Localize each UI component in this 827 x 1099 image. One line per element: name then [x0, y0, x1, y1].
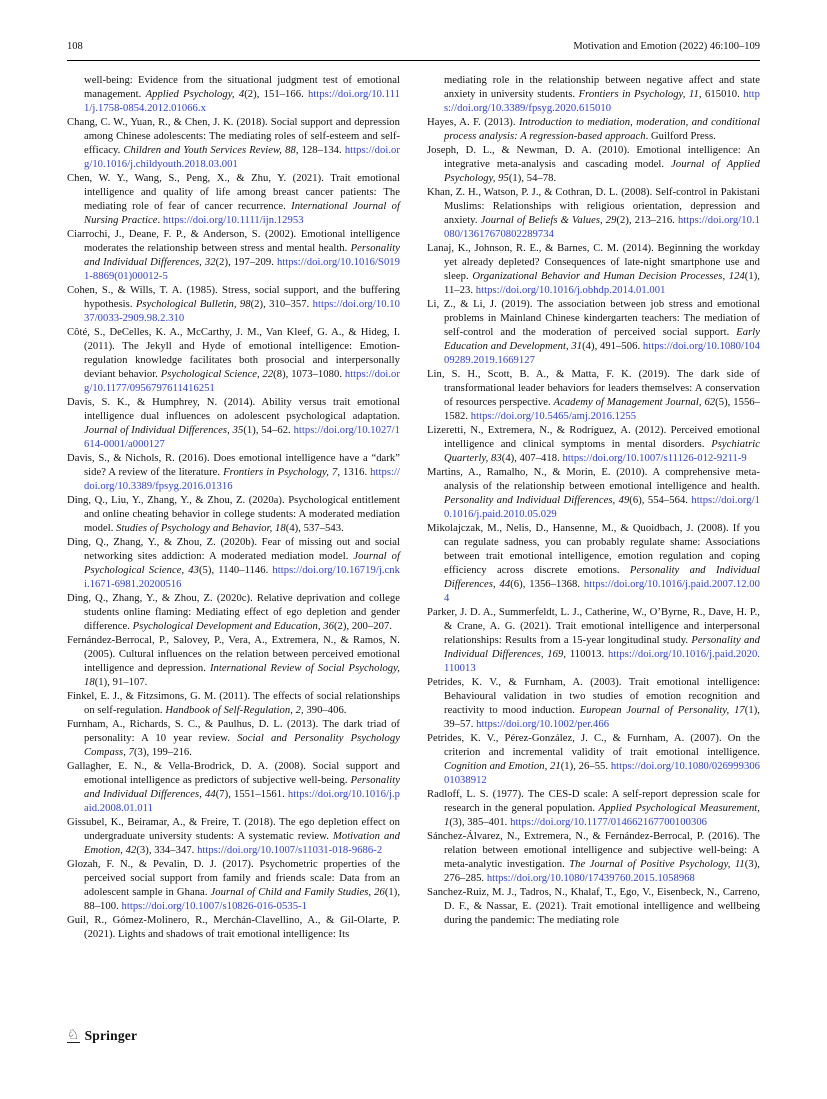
reference-text: (6), 1356–1368. [510, 579, 584, 590]
reference-text: (7), 1551–1561. [215, 789, 288, 800]
reference-text: (2), 200–207. [333, 621, 392, 632]
reference-text: mediating role in the relationship between negative affect and state anxiety in university students. [444, 75, 760, 100]
doi-link[interactable]: https://doi.org/10.1080/17439760.2015.1058968 [486, 873, 695, 884]
reference-text: Chen, W. Y., Wang, S., Peng, X., & Zhu, Y. (2021). Trait emotional intelligence and quality of life among breast cancer patients: The mediating role of fear of cancer recurrence. [67, 173, 400, 212]
reference-text: (3), 334–347. [136, 845, 198, 856]
reference-text: (5), 1556–1582. [444, 397, 760, 422]
reference-entry [427, 830, 760, 886]
journal-title: Psychiatric Quarterly, 83 [444, 439, 760, 464]
reference-entry [427, 424, 760, 466]
reference-entry [427, 116, 760, 144]
reference-text: (2), 213–216. [616, 215, 678, 226]
references-column-left [67, 74, 400, 942]
reference-entry [427, 186, 760, 242]
journal-title: Journal of Psychological Science, 43 [84, 551, 400, 576]
reference-text: . [157, 215, 163, 226]
reference-text: Cohen, S., & Wills, T. A. (1985). Stress, social support, and the buffering hypothesis. [67, 285, 400, 310]
doi-link[interactable]: https://doi.org/10.1016/S0191-8869(01)00012-5 [84, 257, 400, 282]
journal-title: Frontiers in Psychology, 11 [578, 89, 699, 100]
reference-text: Sánchez-Álvarez, N., Extremera, N., & Fernández-Berrocal, P. (2016). The relation between emotional intelligence and subjective well-being: A meta-analytic investigation. [427, 831, 760, 870]
reference-entry [67, 592, 400, 634]
reference-entry [67, 690, 400, 718]
reference-entry [67, 536, 400, 592]
reference-text: Glozah, F. N., & Pevalin, D. J. (2017). Psychometric properties of the perceived social support from family and friends scale: Data from an adolescent sample in Ghana. [67, 859, 400, 898]
journal-title: Handbook of Self-Regulation, 2 [165, 705, 301, 716]
reference-text: Martins, A., Ramalho, N., & Morin, E. (2010). A comprehensive meta-analysis of the relationship between emotional intelligence and health. [427, 467, 760, 492]
reference-text: (2), 197–209. [215, 257, 277, 268]
journal-title: Organizational Behavior and Human Decision Processes, 124 [472, 271, 745, 282]
journal-title: Journal of Child and Family Studies, 26 [210, 887, 385, 898]
reference-text: (1), 39–57. [444, 705, 760, 730]
reference-entry [67, 284, 400, 326]
reference-text: , 390–406. [300, 705, 347, 716]
doi-link[interactable]: https://doi.org/10.3389/fpsyg.2016.01316 [84, 467, 400, 492]
journal-title: Journal of Applied Psychology, 95 [444, 159, 760, 184]
reference-text: Davis, S. K., & Humphrey, N. (2014). Ability versus trait emotional intelligence dual influences on adolescent psychological adaptation. [67, 397, 400, 422]
reference-text: Joseph, D. L., & Newman, D. A. (2010). Emotional intelligence: An integrative meta-analysis and cascading model. [427, 145, 760, 170]
reference-text: well-being: Evidence from the situational judgment test of emotional management. [84, 75, 400, 100]
reference-entry [427, 606, 760, 676]
journal-title: Personality and Individual Differences, 44 [84, 775, 400, 800]
reference-entry [67, 494, 400, 536]
journal-title: The Journal of Positive Psychology, 11 [569, 859, 745, 870]
reference-text: Furnham, A., Richards, S. C., & Paulhus, D. L. (2013). The dark triad of personality: A 10 year review. [67, 719, 400, 744]
reference-text: Khan, Z. H., Watson, P. J., & Cothran, D. L. (2008). Self-control in Pakistani Muslims: Relationships with religious orientation, depression and anxiety. [427, 187, 760, 226]
doi-link[interactable]: https://doi.org/10.5465/amj.2016.1255 [470, 411, 637, 422]
reference-text: (2), 151–166. [244, 89, 309, 100]
doi-link[interactable]: https://doi.org/10.1080/13617670802289734 [444, 215, 760, 240]
references-column-right [427, 74, 760, 942]
journal-title: Early Education and Development, 31 [444, 327, 760, 352]
journal-title: International Review of Social Psychology, 18 [84, 663, 400, 688]
reference-text: Petrides, K. V., & Furnham, A. (2003). Trait emotional intelligence: Behavioural validation in two studies of emotion recognition and reactivity to mood induction. [427, 677, 760, 716]
reference-text: (5), 1140–1146. [198, 565, 273, 576]
publisher-name: Springer [84, 1028, 138, 1043]
doi-link[interactable]: https://doi.org/10.1016/j.obhdp.2014.01.001 [475, 285, 666, 296]
reference-text: Chang, C. W., Yuan, R., & Chen, J. K. (2018). Social support and depression among Chinese adolescents: The mediating roles of self-esteem and self-efficacy. [67, 117, 400, 156]
reference-text: (1), 11–23. [444, 271, 760, 296]
doi-link[interactable]: https://doi.org/10.1027/1614-0001/a000127 [84, 425, 400, 450]
doi-link[interactable]: https://doi.org/10.1007/s10826-016-0535-1 [121, 901, 307, 912]
reference-text: Lin, S. H., Scott, B. A., & Matta, F. K. (2019). The dark side of transformational leader behaviors for leaders themselves: A conservation of resources perspective. [427, 369, 760, 408]
reference-entry [427, 298, 760, 368]
doi-link[interactable]: https://doi.org/10.1007/s11031-018-9686-2 [197, 845, 383, 856]
reference-text: Ding, Q., Zhang, Y., & Zhou, Z. (2020c). Relative deprivation and college students online flaming: Mediating effect of ego depletion and gender difference. [67, 593, 400, 632]
reference-text: Mikolajczak, M., Nelis, D., Hansenne, M., & Quoidbach, J. (2008). If you can regulate sadness, you can probably regulate shame: Associations between trait emotional intelligence, emotion regulation and coping efficiency across discrete emotions. [427, 523, 760, 576]
reference-entry [67, 396, 400, 452]
reference-text: Côté, S., DeCelles, K. A., McCarthy, J. M., Van Kleef, G. A., & Hideg, I. (2011). The Jekyll and Hyde of emotional intelligence: Emotion-regulation knowledge facilitates both prosocial and interpersonally deviant behavior. [67, 327, 400, 380]
reference-text: Ding, Q., Liu, Y., Zhang, Y., & Zhou, Z. (2020a). Psychological entitlement and online cheating behavior in college students: A moderated mediation model. [67, 495, 400, 534]
journal-title: Personality and Individual Differences, 32 [84, 243, 400, 268]
reference-text: . Guilford Press. [645, 131, 716, 142]
doi-link[interactable]: https://doi.org/10.1177/014662167700100306 [510, 817, 708, 828]
reference-text: (1), 91–107. [94, 677, 148, 688]
reference-entry [427, 466, 760, 522]
journal-title: Children and Youth Services Review, 88 [123, 145, 296, 156]
journal-title: Cognition and Emotion, 21 [444, 761, 561, 772]
reference-entry [67, 760, 400, 816]
reference-text: Gissubel, K., Beiramar, A., & Freire, T. (2018). The ego depletion effect on undergraduate university students: A systematic review. [67, 817, 400, 842]
reference-text: Lanaj, K., Johnson, R. E., & Barnes, C. M. (2014). Beginning the workday yet already depleted? Consequences of late-night smartphone use and sleep. [427, 243, 760, 282]
reference-text: (4), 407–418. [501, 453, 563, 464]
reference-text: , 128–134. [295, 145, 345, 156]
doi-link[interactable]: https://doi.org/10.1007/s11126-012-9211-9 [562, 453, 747, 464]
reference-text: Gallagher, E. N., & Vella-Brodrick, D. A. (2008). Social support and emotional intelligence as predictors of subjective well-being. [67, 761, 400, 786]
reference-entry [67, 326, 400, 396]
reference-entry [427, 522, 760, 606]
reference-entry [427, 676, 760, 732]
doi-link[interactable]: https://doi.org/10.1016/j.paid.2008.01.011 [84, 789, 400, 814]
reference-text: , 1316. [337, 467, 371, 478]
reference-text: Li, Z., & Li, J. (2019). The association between job stress and emotional problems in Mainland Chinese kindergarten teachers: The mediation of self-control and the moderation of perceived social support. [427, 299, 760, 338]
doi-link[interactable]: https://doi.org/10.1177/0956797611416251 [84, 369, 400, 394]
reference-text: Guil, R., Gómez-Molinero, R., Merchán-Clavellino, A., & Gil-Olarte, P. (2021). Lights and shadows of trait emotional intelligence: Its [67, 915, 400, 940]
journal-title: Journal of Individual Differences, 35 [84, 425, 244, 436]
journal-title: European Journal of Personality, 17 [579, 705, 745, 716]
reference-text: Ciarrochi, J., Deane, F. P., & Anderson, S. (2002). Emotional intelligence moderates the relationship between stress and mental health. [67, 229, 400, 254]
reference-text: (1), 54–62. [243, 425, 294, 436]
doi-link[interactable]: https://doi.org/10.1037/0033-2909.98.2.310 [84, 299, 400, 324]
reference-entry [67, 858, 400, 914]
reference-entry [67, 74, 400, 116]
journal-title: Applied Psychology, 4 [145, 89, 245, 100]
reference-entry [67, 452, 400, 494]
reference-entry [427, 732, 760, 788]
reference-text: (4), 491–506. [582, 341, 643, 352]
journal-title: Psychological Development and Education, 36 [132, 621, 334, 632]
doi-link[interactable]: https://doi.org/10.1016/j.paid.2020.110013 [444, 649, 761, 674]
reference-entry [67, 228, 400, 284]
doi-link[interactable]: https://doi.org/10.1002/per.466 [476, 719, 610, 730]
reference-entry [427, 368, 760, 424]
reference-entry [67, 816, 400, 858]
reference-text: Hayes, A. F. (2013). [427, 117, 519, 128]
doi-link[interactable]: https://doi.org/10.1111/j.1758-0854.2012.01066.x [84, 89, 400, 114]
reference-text: Davis, S., & Nichols, R. (2016). Does emotional intelligence have a “dark” side? A review of the literature. [67, 453, 400, 478]
page-number: 108 [67, 41, 83, 52]
reference-text: (1), 88–100. [84, 887, 401, 912]
reference-text: Radloff, L. S. (1977). The CES-D scale: A self-report depression scale for research in the general population. [427, 789, 760, 814]
reference-text: Sanchez-Ruiz, M. J., Tadros, N., Khalaf, T., Ego, V., Eisenbeck, N., Carreno, D. F., & Nassar, E. (2021). Trait emotional intelligence and wellbeing during the pandemic: The mediating role [427, 887, 760, 926]
reference-entry [67, 116, 400, 172]
journal-title: Motivation and Emotion, 42 [84, 831, 401, 856]
doi-link[interactable]: https://doi.org/10.1080/10409289.2019.1669127 [444, 341, 760, 366]
doi-link[interactable]: https://doi.org/10.3389/fpsyg.2020.615010 [444, 89, 760, 114]
reference-text: , 615010. [698, 89, 744, 100]
reference-text: (4), 537–543. [285, 523, 344, 534]
journal-title: Psychological Science, 22 [160, 369, 274, 380]
journal-title: Personality and Individual Differences, 169 [444, 635, 760, 660]
journal-title: Psychological Bulletin, 98 [135, 299, 251, 310]
doi-link[interactable]: https://doi.org/10.16719/j.cnki.1671-6981.20200516 [84, 565, 400, 590]
journal-title: Studies of Psychology and Behavior, 18 [116, 523, 286, 534]
reference-text: (8), 1073–1080. [273, 369, 345, 380]
reference-entry [427, 144, 760, 186]
doi-link[interactable]: https://doi.org/10.1016/j.childyouth.2018.03.001 [84, 145, 400, 170]
reference-text: (3), 385–401. [449, 817, 511, 828]
reference-entry [67, 634, 400, 690]
journal-title: Introduction to mediation, moderation, and conditional process analysis: A regression-based approach [444, 117, 760, 142]
reference-text: (6), 554–564. [629, 495, 692, 506]
reference-entry [67, 172, 400, 228]
reference-text: (3), 276–285. [444, 859, 760, 884]
reference-text: Lizeretti, N., Extremera, N., & Rodríguez, A. (2012). Perceived emotional intelligence and clinical symptoms in mental disorders. [427, 425, 760, 450]
journal-title: Journal of Beliefs & Values, 29 [480, 215, 617, 226]
doi-link[interactable]: https://doi.org/10.1016/j.paid.2010.05.029 [444, 495, 760, 520]
reference-text: (2), 310–357. [250, 299, 313, 310]
journal-title: Frontiers in Psychology, 7 [223, 467, 338, 478]
reference-text: Finkel, E. J., & Fitzsimons, G. M. (2011). The effects of social relationships on self-regulation. [67, 691, 400, 716]
references-section [67, 74, 760, 942]
springer-knight-icon: ♘ [67, 1026, 80, 1043]
journal-citation: Motivation and Emotion (2022) 46:100–109 [573, 41, 760, 52]
reference-text: (3), 199–216. [133, 747, 192, 758]
page-header [67, 0, 760, 61]
reference-text: Petrides, K. V., Pérez-González, J. C., & Furnham, A. (2007). On the criterion and incremental validity of trait emotional intelligence. [427, 733, 760, 758]
reference-entry [427, 886, 760, 928]
doi-link[interactable]: https://doi.org/10.1016/j.paid.2007.12.004 [444, 579, 760, 604]
reference-entry [67, 718, 400, 760]
reference-entry [427, 788, 760, 830]
journal-title: Academy of Management Journal, 62 [553, 397, 716, 408]
doi-link[interactable]: https://doi.org/10.1111/ijn.12953 [162, 215, 304, 226]
reference-entry [427, 242, 760, 298]
reference-text: Parker, J. D. A., Summerfeldt, L. J., Catherine, W., O’Byrne, R., Dave, H. P., & Crane, A. G. (2021). Trait emotional intelligence and interpersonal relationships: Results from a 15-year longitudinal study. [427, 607, 760, 646]
doi-link[interactable]: https://doi.org/10.1080/02699930601038912 [444, 761, 761, 786]
page-footer [67, 1028, 137, 1044]
journal-title: Personality and Individual Differences, 44 [444, 565, 760, 590]
reference-text: Fernández-Berrocal, P., Salovey, P., Vera, A., Extremera, N., & Ramos, N. (2005). Cultural influences on the relation between perceived emotional intelligence and depression. [67, 635, 400, 674]
reference-text: Ding, Q., Zhang, Y., & Zhou, Z. (2020b). Fear of missing out and social networking sites addiction: A moderated mediation model. [67, 537, 400, 562]
reference-text: , 110013. [563, 649, 609, 660]
reference-text: (1), 26–55. [560, 761, 611, 772]
journal-title: International Journal of Nursing Practice [84, 201, 400, 226]
reference-entry [67, 914, 400, 942]
journal-title: Social and Personality Psychology Compass, 7 [84, 733, 400, 758]
reference-entry [427, 74, 760, 116]
journal-title: Applied Psychological Measurement, 1 [444, 803, 760, 828]
reference-text: (1), 54–78. [508, 173, 557, 184]
journal-title: Personality and Individual Differences, 49 [444, 495, 630, 506]
